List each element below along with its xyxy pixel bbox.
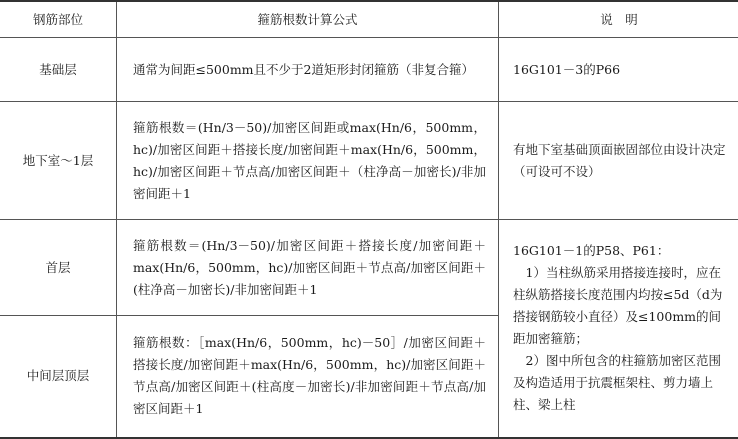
row-note: 16G101－3的P66	[499, 38, 738, 102]
row-part: 基础层	[0, 38, 117, 102]
shared-note-line2: 1）当柱纵筋采用搭接连接时，应在柱纵筋搭接长度范围内均按≤5d（d为搭接钢筋较小直径）及≤100mm的间距加密箍筋；	[513, 265, 723, 347]
row-note: 有地下室基础顶面嵌固部位由设计决定（可设可不设）	[499, 102, 738, 220]
header-note: 说 明	[499, 1, 738, 38]
header-part: 钢筋部位	[0, 1, 117, 38]
shared-note-line3: 2）图中所包含的柱箍筋加密区范围及构造适用于抗震框架柱、剪力墙上柱、梁上柱	[513, 353, 721, 413]
table-row	[0, 102, 738, 220]
row-formula: 箍筋根数＝(Hn/3－50)/加密区间距或max(Hn/6，500mm，hc)/加密区间距＋搭接长度/加密间距＋max(Hn/6，500mm，hc)/加密区间距＋节点高/加密区间距＋（柱净高－加密长)/非加密间距＋1	[117, 102, 499, 220]
table-row	[0, 38, 738, 102]
table-header-row	[0, 1, 738, 38]
row-formula: 箍筋根数：［max(Hn/6，500mm，hc)－50］/加密区间距＋搭接长度/加密间距＋max(Hn/6，500mm，hc)/加密区间距＋节点高/加密区间距＋(柱高度－加密长)/非加密间距＋节点高/加密区间距＋1	[117, 316, 499, 438]
row-part: 地下室～1层	[0, 102, 117, 220]
row-part: 中间层顶层	[0, 316, 117, 438]
table-row	[0, 220, 738, 316]
header-formula: 箍筋根数计算公式	[117, 1, 499, 38]
shared-note	[499, 220, 738, 438]
row-formula: 通常为间距≤500mm且不少于2道矩形封闭箍筋（非复合箍）	[117, 38, 499, 102]
row-formula: 箍筋根数＝(Hn/3－50)/加密区间距＋搭接长度/加密间距＋max(Hn/6，500mm，hc)/加密区间距＋节点高/加密区间距＋(柱净高－加密长)/非加密间距＋1	[117, 220, 499, 316]
shared-note-line1: 16G101－1的P58、P61：	[513, 243, 670, 259]
row-part: 首层	[0, 220, 117, 316]
